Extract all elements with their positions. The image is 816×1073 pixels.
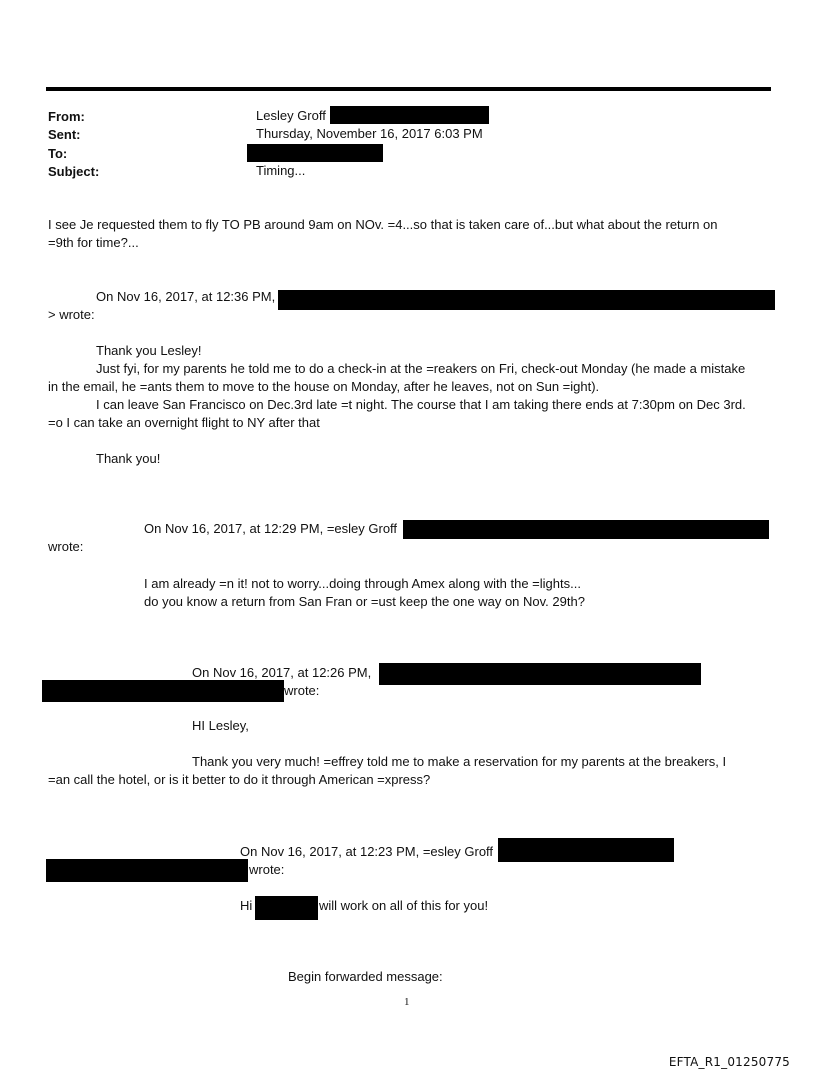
- quote-attribution: On Nov 16, 2017, at 12:23 PM, =esley Groff: [240, 844, 494, 859]
- body-line: in the email, he =ants them to move to the house on Monday, after he leaves, not on Sun =ight).: [48, 379, 600, 394]
- redaction-from-email: [330, 106, 489, 124]
- redaction-email: [46, 859, 248, 882]
- body-line: I can leave San Francisco on Dec.3rd late =t night. The course that I am taking there ends at 7:30pm on Dec 3rd.: [96, 397, 746, 412]
- sent-value: Thursday, November 16, 2017 6:03 PM: [256, 126, 483, 141]
- body-line: Thank you!: [96, 451, 161, 466]
- quote-attribution: On Nov 16, 2017, at 12:26 PM,: [192, 665, 372, 680]
- body-line: will work on all of this for you!: [319, 898, 489, 913]
- to-label: To:: [48, 146, 68, 161]
- body-line: do you know a return from San Fran or =ust keep the one way on Nov. 29th?: [144, 594, 585, 609]
- quote-wrote: wrote:: [284, 683, 320, 698]
- quote-wrote: wrote:: [48, 539, 84, 554]
- forwarded-message-label: Begin forwarded message:: [288, 969, 443, 984]
- body-line: Thank you Lesley!: [96, 343, 202, 358]
- body-line: HI Lesley,: [192, 718, 249, 733]
- header-rule: [46, 87, 771, 91]
- sent-label: Sent:: [48, 127, 81, 142]
- quote-attribution: On Nov 16, 2017, at 12:29 PM, =esley Groff: [144, 521, 398, 536]
- redaction-name: [255, 896, 318, 920]
- quote-attribution: On Nov 16, 2017, at 12:36 PM,: [96, 289, 276, 304]
- body-line: =9th for time?...: [48, 235, 139, 250]
- from-label: From:: [48, 109, 85, 124]
- quote-wrote: > wrote:: [48, 307, 95, 322]
- body-line: I see Je requested them to fly TO PB around 9am on NOv. =4...so that is taken care of...but what about the return on: [48, 217, 718, 232]
- body-line: Just fyi, for my parents he told me to do a check-in at the =reakers on Fri, check-out Monday (he made a mistake: [96, 361, 746, 376]
- body-line: I am already =n it! not to worry...doing through Amex along with the =lights...: [144, 576, 581, 591]
- body-line: Thank you very much! =effrey told me to make a reservation for my parents at the breakers, I: [192, 754, 727, 769]
- redaction-sender: [278, 290, 775, 310]
- redaction-email: [498, 838, 674, 862]
- document-id: EFTA_R1_01250775: [668, 1055, 790, 1069]
- redaction-sender: [379, 663, 701, 685]
- body-line: =an call the hotel, or is it better to do it through American =xpress?: [48, 772, 431, 787]
- body-line: =o I can take an overnight flight to NY after that: [48, 415, 320, 430]
- subject-label: Subject:: [48, 164, 100, 179]
- redaction-email: [42, 680, 284, 702]
- body-line-hi: Hi: [240, 898, 253, 913]
- subject-value: Timing...: [256, 163, 306, 178]
- from-value: Lesley Groff: [256, 108, 326, 123]
- redaction-email: [403, 520, 769, 539]
- quote-wrote: wrote:: [249, 862, 285, 877]
- page-number: 1: [404, 996, 410, 1008]
- redaction-to: [247, 144, 383, 162]
